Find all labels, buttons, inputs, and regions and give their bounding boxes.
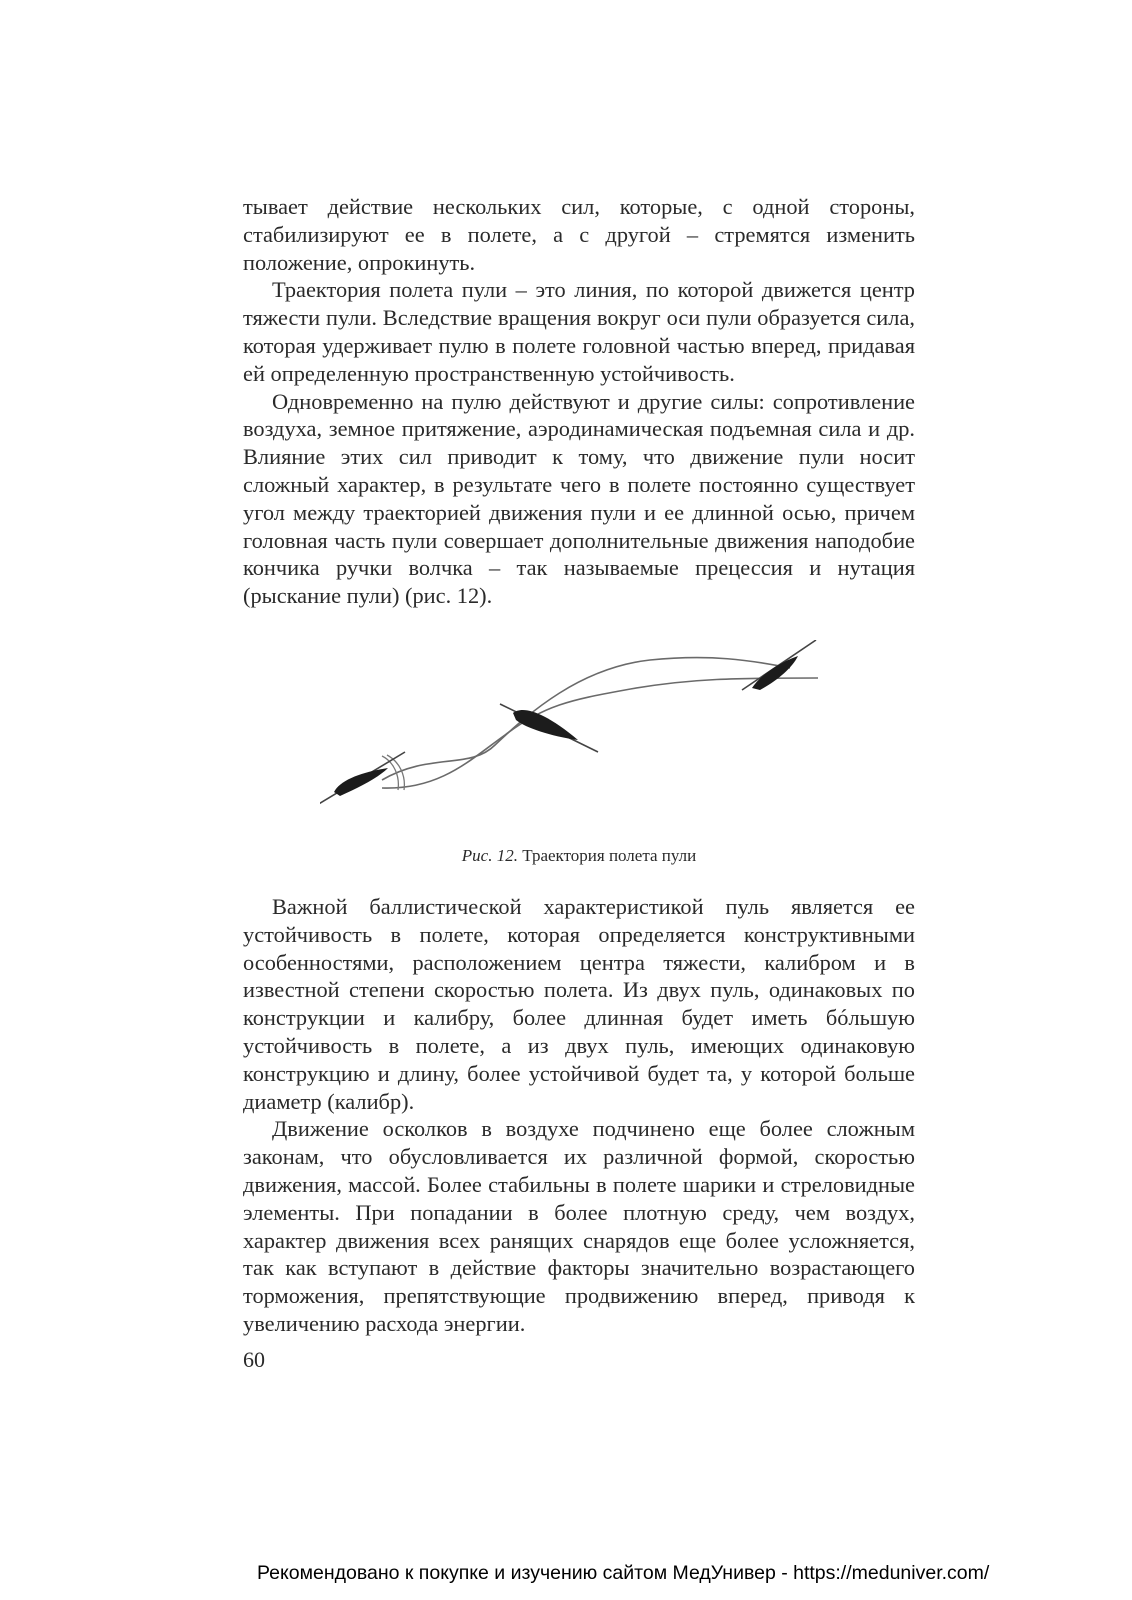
bullet-trajectory-figure (320, 640, 840, 825)
paragraph: тывает действие нескольких сил, которые, с одной стороны, стабилизируют ее в полете, а с другой – стремятся изменить положение, опрокинуть. (243, 194, 915, 275)
paragraph: Важной баллистической характеристикой пуль является ее устойчивость в полете, которая определяется конструктивными особенностями, расположением центра тяжести, калибром и в известной степени скоростью полета. Из двух пуль, одинаковых по конструкции и калибру, более длинная будет иметь бóльшую устойчивость в полете, а из двух пуль, имеющих одинаковую конструкцию и длину, более устойчивой будет та, у которой больше диаметр (калибр). (243, 894, 915, 1114)
footer-watermark: Рекомендовано к покупке и изучению сайтом МедУнивер - https://meduniver.com/ (257, 1562, 990, 1584)
paragraph: Одновременно на пулю действуют и другие силы: сопротивление воздуха, земное притяжение, аэродинамическая подъемная сила и др. Влияние этих сил приводит к тому, что движение пули носит сложный характер, в результате чего в полете постоянно существует угол между траекторией движения пули и ее длинной осью, причем головная часть пули совершает дополнительные движения наподобие кончика ручки волчка – так называемые прецессия и нутация (рыскание пули) (рис. 12). (243, 388, 915, 609)
figure-caption-text: Траектория полета пули (522, 846, 697, 865)
figure-caption-label: Рис. 12. (461, 846, 518, 865)
text-block-bottom (243, 893, 915, 1338)
text-block-top (243, 193, 915, 610)
figure-caption (243, 846, 915, 866)
paragraph: Траектория полета пули – это линия, по которой движется центр тяжести пули. Вследствие вращения вокруг оси пули образуется сила, которая удерживает пулю в полете головной частью вперед, придавая ей определенную пространственную устойчивость. (243, 277, 915, 386)
paragraph: Движение осколков в воздухе подчинено еще более сложным законам, что обусловливается их различной формой, скоростью движения, массой. Более стабильны в полете шарики и стреловидные элементы. При попадании в более плотную среду, чем воздух, характер движения всех ранящих снарядов еще более усложняется, так как вступают в действие факторы значительно возрастающего торможения, препятствующие продвижению вперед, приводя к увеличению расхода энергии. (243, 1116, 915, 1336)
page-number: 60 (243, 1347, 265, 1372)
